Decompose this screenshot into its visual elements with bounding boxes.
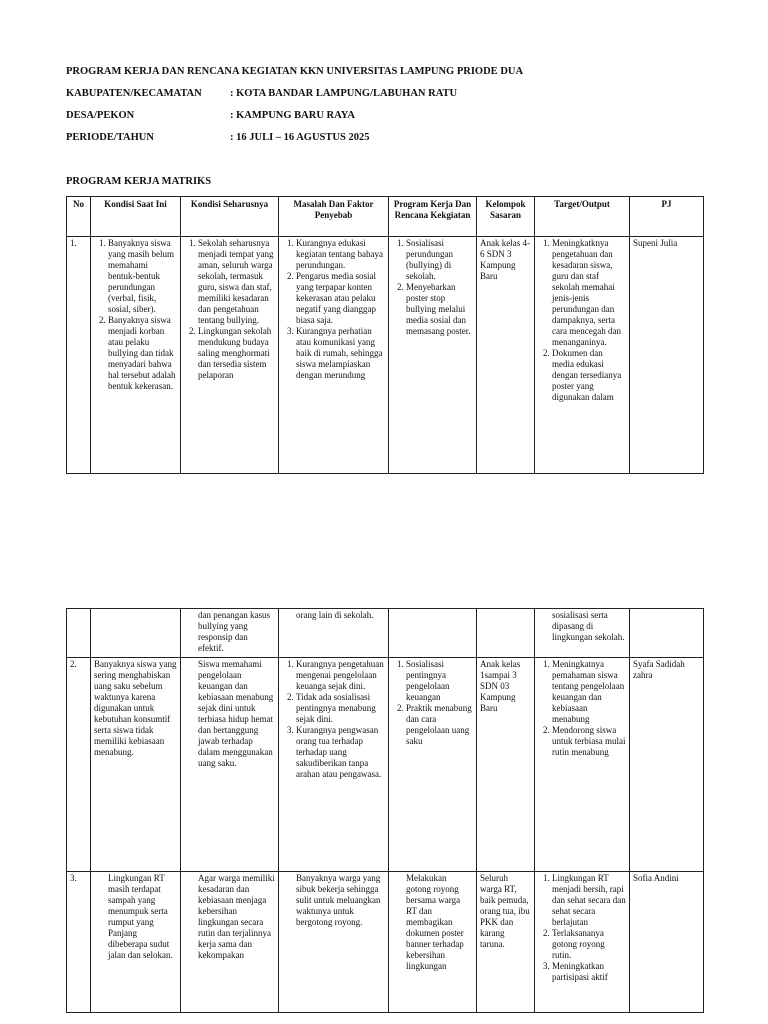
- masalah-cell: [279, 237, 389, 474]
- kondisi-saat-ini-text: Banyaknya siswa yang sering menghabiskan uang saku sebelum waktunya karena digunakan untuk kebutuhan konsumtif serta siswa tidak memiliki kebiasaan menabung.: [94, 659, 177, 757]
- list-item: 2. Pengarus media sosial yang terpapar konten kekerasan atau pelaku negatif yang dianggap biasa saja.: [296, 271, 385, 326]
- matrix-table-page-1: [66, 196, 704, 474]
- header-field-value: : 16 JULI – 16 AGUSTUS 2025: [230, 132, 370, 143]
- list-item: 3. Meningkatkan partisipasi aktif: [552, 961, 626, 983]
- section-title: PROGRAM KERJA MATRIKS: [66, 176, 212, 187]
- kondisi-saat-ini-text: Lingkungan RT masih terdapat sampah yang menumpuk serta rumput yang Panjang dibeberapa sudut jalan dan selokan.: [108, 873, 173, 960]
- column-header: Kondisi Saat Ini: [91, 197, 181, 237]
- header-field-label: KABUPATEN/KECAMATAN: [66, 88, 202, 99]
- continuation-text: sosialisasi serta dipasang di lingkungan sekolah.: [552, 610, 625, 642]
- masalah-text: Banyaknya warga yang sibuk bekerja sehingga sulit untuk meluangkan waktunya untuk bergotong royong.: [296, 873, 381, 927]
- list-item: 2. Lingkungan sekolah mendukung budaya saling menghormati dan tersedia sistem pelaporan: [198, 326, 275, 381]
- target-cell: [535, 237, 630, 474]
- kondisi-seharusnya-text: Siswa memahami pengelolaan keuangan dan kebiasaan menabung sejak dini untuk terbiasa hidup hemat dan bertanggung jawab terhadap dalam menggunakan uang saku.: [198, 659, 274, 768]
- table-row: [67, 872, 704, 1013]
- list-item: 1. Meningkatnya pemahaman siswa tentang pengelolaan keuangan dan kebiasaan menabung: [552, 659, 626, 725]
- list-item: 2. Menyebarkan poster stop bullying melalui media sosial dan memasang poster.: [406, 282, 473, 337]
- table-row: [67, 237, 704, 474]
- column-header: Kondisi Seharusnya: [181, 197, 279, 237]
- list-item: 2. Terlaksananya gotong royong rutin.: [552, 928, 626, 961]
- continuation-text: orang lain di sekolah.: [296, 610, 374, 620]
- column-header: PJ: [630, 197, 704, 237]
- kondisi-saat-ini-cell: [91, 237, 181, 474]
- list-item: 3. Kurangnya pengwasan orang tua terhadap terhadap uang sakudiberikan tanpa arahan atau pengawasa.: [296, 725, 385, 780]
- header-field-value: : KOTA BANDAR LAMPUNG/LABUHAN RATU: [230, 88, 458, 99]
- list-item: 1. Kurangnya pengetahuan mengenai pengelolaan keuanga sejak dini.: [296, 659, 385, 692]
- list-item: 2. Dokumen dan media edukasi dengan tersedianya poster yang digunakan dalam: [552, 348, 626, 403]
- table-row: [67, 658, 704, 872]
- list-item: 2. Mendorong siswa untuk terbiasa mulai rutin menabung: [552, 725, 626, 758]
- list-item: 3. Kurangnya perhatian atau komunikasi yang baik di rumah, sehingga siswa melampiaskan dengan merundung: [296, 326, 385, 381]
- column-header: Target/Output: [535, 197, 630, 237]
- matrix-table-page-2: [66, 608, 704, 1013]
- list-item: 1. Sosialisasi perundungan (bullying) di sekolah.: [406, 238, 473, 282]
- list-item: 1. Sekolah seharusnya menjadi tempat yang aman, seluruh warga sekolah, termasuk guru, siswa dan staf, memiliki kesadaran dan pengetahuan tentang bullying.: [198, 238, 275, 326]
- pj-cell: [630, 237, 704, 474]
- list-item: 2. Tidak ada sosialisasi pentingnya menabung sejak dini.: [296, 692, 385, 725]
- list-item: 1. Sosialisasi pentingnya pengelolaan keuangan: [406, 659, 473, 703]
- list-item: 2. Praktik menabung dan cara pengelolaan uang saku: [406, 703, 473, 747]
- header-field-desa: [66, 110, 355, 121]
- continuation-text: dan penangan kasus bullying yang responsip dan efektif.: [198, 610, 270, 653]
- list-item: 1. Lingkungan RT menjadi bersih, rapi dan sehat secara dan sehat secara berlajutan: [552, 873, 626, 928]
- program-text: Melakukan gotong royong bersama warga RT dan membagikan dokumen poster banner terhadap kebersihan lingkungan: [406, 873, 464, 971]
- row-number: 1.: [67, 237, 91, 474]
- list-item: 1. Kurangnya edukasi kegiatan tentang bahaya perundungan.: [296, 238, 385, 271]
- header-field-periode: [66, 132, 370, 143]
- document-title: PROGRAM KERJA DAN RENCANA KEGIATAN KKN UNIVERSITAS LAMPUNG PRIODE DUA: [66, 66, 524, 77]
- header-field-kabupaten: [66, 88, 458, 99]
- column-header: No: [67, 197, 91, 237]
- header-field-label: DESA/PEKON: [66, 110, 135, 121]
- pj-text: Sofia Andini: [633, 873, 679, 883]
- kelompok-text: Anak kelas 4-6 SDN 3 Kampung Baru: [480, 238, 530, 281]
- header-field-value: : KAMPUNG BARU RAYA: [230, 110, 355, 121]
- table-row-continuation: [67, 609, 704, 658]
- kondisi-seharusnya-cell: [181, 237, 279, 474]
- row-number: 2.: [67, 658, 91, 872]
- program-cell: [389, 237, 477, 474]
- table-header-row: [67, 197, 704, 237]
- list-item: 1. Meningkatknya pengetahuan dan kesadaran siswa, guru dan staf sekolah memahai jenis-jenis perundungan dan dampaknya, serta cara mencegah dan menanganinya.: [552, 238, 626, 348]
- column-header: Kelompok Sasaran: [477, 197, 535, 237]
- column-header: Masalah Dan Faktor Penyebab: [279, 197, 389, 237]
- kondisi-seharusnya-text: Agar warga memiliki kesadaran dan kebiasaan menjaga kebersihan lingkungan secara rutin dan terjalinnya kerja sama dan kekompakan: [198, 873, 275, 960]
- pj-text: Syafa Sadidah zahra: [633, 659, 685, 680]
- row-number: 3.: [67, 872, 91, 1013]
- kelompok-text: Anak kelas 1sampai 3 SDN 03 Kampung Baru: [480, 659, 521, 713]
- pj-text: Supeni Julia: [633, 238, 678, 248]
- list-item: 1. Banyaknya siswa yang masih belum memahami bentuk-bentuk perundungan (verbal, fisik, sosial, siber).: [108, 238, 177, 315]
- kelompok-text: Seluruh warga RT, baik pemuda, orang tua, ibu PKK dan karang taruna.: [480, 873, 530, 949]
- kelompok-cell: [477, 237, 535, 474]
- column-header: Program Kerja Dan Rencana Kekgiatan: [389, 197, 477, 237]
- header-field-label: PERIODE/TAHUN: [66, 132, 154, 143]
- list-item: 2. Banyaknya siswa menjadi korban atau pelaku bullying dan tidak menyadari bahwa hal tersebut adalah bentuk kekerasan.: [108, 315, 177, 392]
